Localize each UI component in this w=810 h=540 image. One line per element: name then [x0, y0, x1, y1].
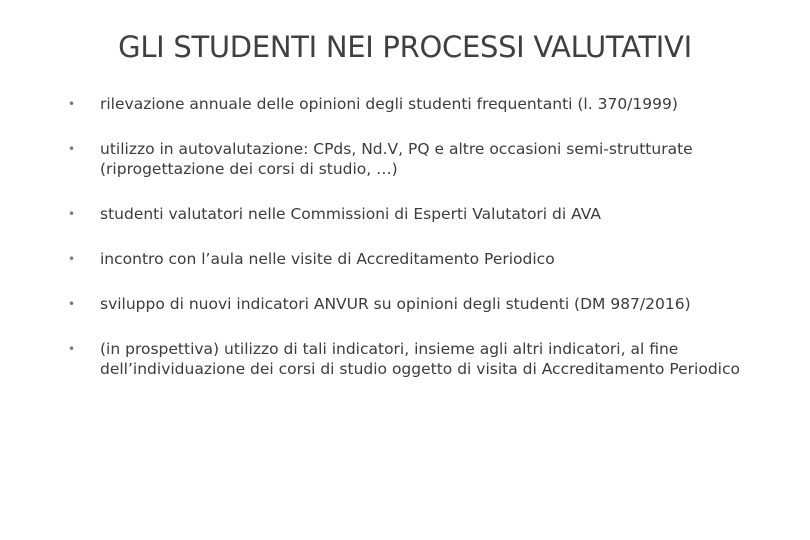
bullet-item — [62, 139, 752, 179]
bullet-item — [62, 339, 752, 379]
bullet-dot-icon: • — [68, 207, 76, 221]
bullet-dot-icon: • — [68, 142, 76, 156]
bullet-list — [62, 94, 752, 404]
bullet-dot-icon: • — [68, 97, 76, 111]
bullet-text: incontro con l’aula nelle visite di Accreditamento Periodico — [100, 250, 555, 268]
bullet-dot-icon: • — [68, 297, 76, 311]
bullet-item — [62, 294, 752, 314]
bullet-item — [62, 94, 752, 114]
slide-title: GLI STUDENTI NEI PROCESSI VALUTATIVI — [118, 30, 692, 64]
bullet-dot-icon: • — [68, 342, 76, 356]
bullet-text: studenti valutatori nelle Commissioni di Esperti Valutatori di AVA — [100, 205, 601, 223]
bullet-item — [62, 204, 752, 224]
bullet-text: utilizzo in autovalutazione: CPds, Nd.V, PQ e altre occasioni semi-strutturate (riprogettazione dei corsi di studio, …) — [100, 140, 693, 178]
bullet-text: sviluppo di nuovi indicatori ANVUR su opinioni degli studenti (DM 987/2016) — [100, 295, 691, 313]
bullet-dot-icon: • — [68, 252, 76, 266]
bullet-item — [62, 249, 752, 269]
bullet-text: rilevazione annuale delle opinioni degli studenti frequentanti (l. 370/1999) — [100, 95, 678, 113]
bullet-text: (in prospettiva) utilizzo di tali indicatori, insieme agli altri indicatori, al fine dell’individuazione dei corsi di studio oggetto di visita di Accreditamento Periodico — [100, 340, 740, 378]
